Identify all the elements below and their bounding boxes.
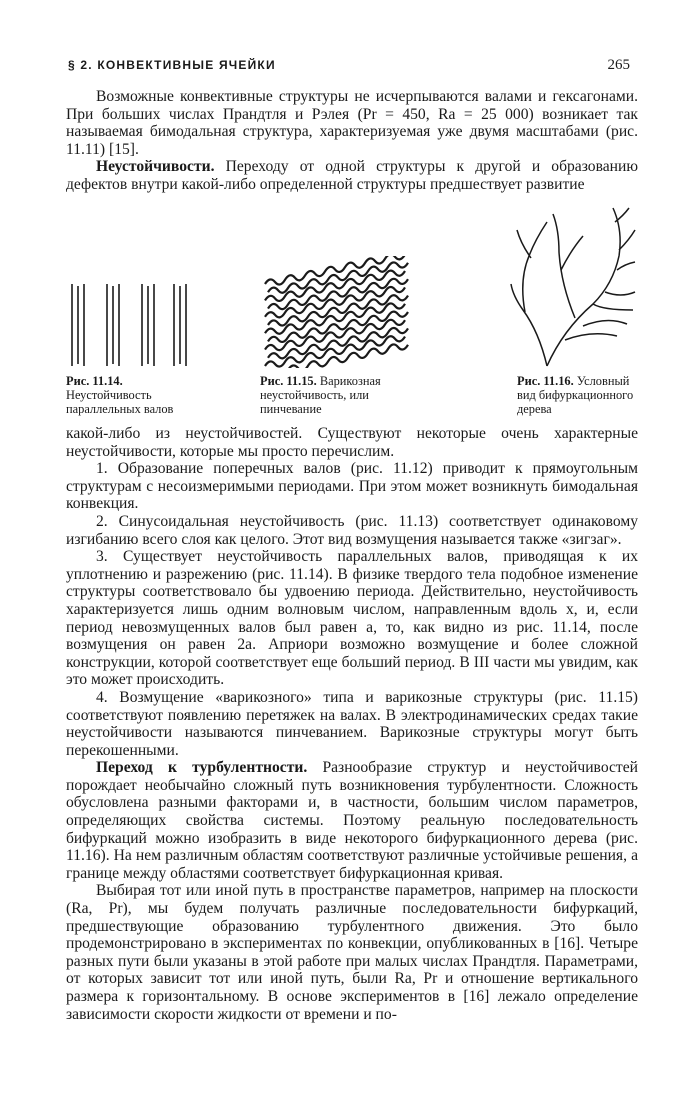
paragraph: 2. Синусоидальная неустойчивость (рис. 11.13) соответствует одинаковому изгибанию всего слоя как целого. Этот вид возмущения называется также «зигзаг». — [66, 512, 638, 548]
figure-11-14-caption: Рис. 11.14. Неустойчивость параллельных валов — [66, 374, 174, 416]
figure-11-15-varicose — [255, 256, 435, 368]
paragraph: 4. Возмущение «варикозного» типа и варикозные структуры (рис. 11.15) соответствуют появлению перетяжек на валах. В электродинамических средах такие неустойчивости называются пинчеванием. Варикозные структуры могут быть перекошенными. — [66, 688, 638, 759]
paragraph: Возможные конвективные структуры не исчерпываются валами и гексагонами. При больших числах Прандтля и Рэлея (Pr = 450, Ra = 25 000) возникает так называемая бимодальная структура, характеризуемая уже двумя масштабами (рис. 11.11) [15]. — [66, 88, 638, 158]
paragraph: Выбирая тот или иной путь в пространстве параметров, например на плоскости (Ra, Pr), мы будем получать различные последовательности бифуркаций, предшествующие образованию турбулентного движения. Это было продемонстрировано в экспериментах по конвекции, опубликованных в [16]. Четыре разных пути были указаны в этой работе при малых числах Прандтля. Параметрами, от которых зависит тот или иной путь, были Ra, Pr и отношение вертикального размера к горизонтальному. В основе экспериментов в [16] лежало определение зависимости скорости жидкости от времени и по- — [66, 882, 638, 1023]
section-title: § 2. КОНВЕКТИВНЫЕ ЯЧЕЙКИ — [68, 58, 276, 72]
varicose-roll — [268, 344, 408, 368]
running-header — [68, 58, 630, 80]
figure-11-14-rolls — [64, 280, 194, 370]
paragraph: Неустойчивости. Переходу от одной структуры к другой и образованию дефектов внутри какой-либо определенной структуры предшествует развитие — [66, 158, 638, 193]
subheading: Неустойчивости. — [96, 158, 215, 176]
figure-11-16-bifurcation-tree — [505, 200, 640, 368]
paragraph: 3. Существует неустойчивость параллельных валов, приводящая к их уплотнению и разрежению (рис. 11.14). В физике твердого тела подобное изменение структуры соответствовало бы удвоению периода. Действительно, неустойчивость характеризуется лишь одним волновым числом, направленным вдоль x, и, если период невозмущенных валов был равен a, то, как видно из рис. 11.14, после возмущения он равен 2a. Априори возможно возмущение и более сложной конструкции, которой соответствует еще больший период. В III части мы увидим, как это может происходить. — [66, 548, 638, 689]
figure-11-16-caption: Рис. 11.16. Условный вид бифуркационного дерева — [517, 374, 634, 416]
figure-11-15-caption: Рис. 11.15. Варикозная неустойчивость, или пинчевание — [260, 374, 381, 416]
text-block-top — [66, 88, 638, 194]
subheading: Переход к турбулентности. — [96, 759, 308, 777]
paragraph: какой-либо из неустойчивостей. Существуют некоторые очень характерные неустойчивости, которые мы просто перечислим. — [66, 425, 638, 460]
paragraph: Переход к турбулентности. Разнообразие структур и неустойчивостей порождает необычайно сложный путь возникновения турбулентности. Сложность обусловлена разными факторами и, в частности, большим числом параметров, определяющих свойства системы. Поэтому реальную последовательность бифуркаций можно изобразить в виде некоторого бифуркационного дерева (рис. 11.16). На нем различным областям соответствуют различные устойчивые решения, а границе между областями соответствует бифуркационная кривая. — [66, 759, 639, 882]
paragraph: 1. Образование поперечных валов (рис. 11.12) приводит к прямоугольным структурам с несоизмеримыми периодами. При этом может возникнуть бимодальная конвекция. — [66, 460, 638, 513]
page-number: 265 — [607, 57, 630, 73]
text-block-bottom — [66, 425, 638, 1023]
